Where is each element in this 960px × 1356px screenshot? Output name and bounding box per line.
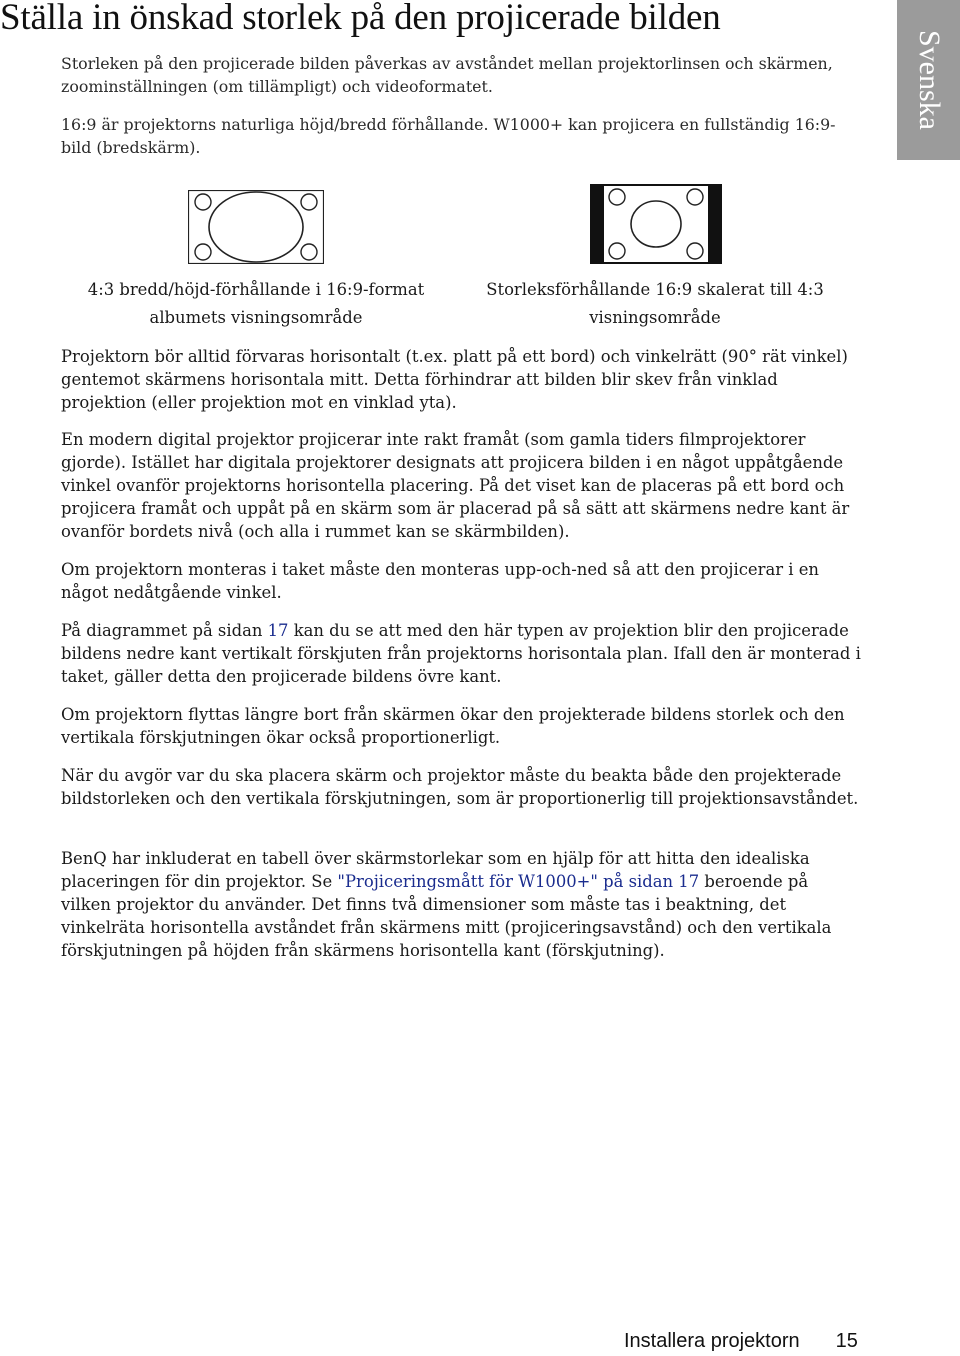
language-side-tab — [897, 0, 960, 160]
paragraph-placement-considerations: När du avgör var du ska placera skärm och projektor måste du beakta både den projekterade bildstorleken och den vertikala förskjutningen, som är proportionerlig till projektionsavståndet. — [61, 766, 859, 808]
figure-left-caption-line2: albumets visningsområde — [149, 308, 363, 327]
p4-text-after: kan du se att med den här typen av projektion blir den projicerade bildens nedre kant vertikalt förskjuten från projektorns horisontala plan. Ifall den är monterad i taket, gäller detta den projicerade bildens övre kant. — [61, 621, 861, 686]
footer-section-title: Installera projektorn — [624, 1330, 800, 1352]
intro-paragraph-2: 16:9 är projektorns naturliga höjd/bredd förhållande. W1000+ kan projicera en fullständig 16:9-bild (bredskärm). — [61, 115, 836, 157]
figure-right-caption-line1: Storleksförhållande 16:9 skalerat till 4:3 — [486, 280, 824, 299]
figure-left-caption — [60, 276, 452, 332]
figure-4-3-in-16-9 — [188, 190, 324, 264]
projection-dimensions-link[interactable]: "Projiceringsmått för W1000+" på sidan 17 — [337, 872, 700, 891]
paragraph-digital-projector: En modern digital projektor projicerar inte rakt framåt (som gamla tiders filmprojektorer gjorde). Istället har digitala projektorer designats att projicera bilden i en något uppåtgående vinkel ovanför projektorns horisontella placering. På det viset kan de placeras på ett bord och projicera framåt och uppåt på en skärm som är placerad på så sätt att skärmens nedre kant är ovanför bordets nivå (och alla i rummet kan se skärmbilden). — [61, 430, 850, 541]
figure-right-caption — [470, 276, 840, 332]
paragraph-distance-size: Om projektorn flyttas längre bort från skärmen ökar den projekterade bildens storlek och den vertikala förskjutningen ökar också proportionerligt. — [61, 705, 845, 747]
page-17-link[interactable]: 17 — [267, 621, 289, 640]
paragraph-diagram-reference — [61, 619, 861, 688]
p4-text-before: På diagrammet på sidan — [61, 621, 268, 640]
figure-16-9-scaled-to-4-3 — [590, 184, 722, 264]
footer-page-number: 15 — [835, 1330, 858, 1352]
figure-left-caption-line1: 4:3 bredd/höjd-förhållande i 16:9-format — [87, 280, 425, 299]
language-side-tab-label: Svenska — [912, 30, 946, 130]
paragraph-screen-size-table — [61, 847, 861, 962]
p7-text-after: beroende på vilken projektor du använder. Det finns två dimensioner som måste tas i beaktning, det vinkelräta horisontella avståndet från skärmens mitt (projiceringsavstånd) och den vertikala förskjutningen på höjden från skärmens horisontella kant (förskjutning). — [61, 872, 832, 960]
intro-paragraph-1: Storleken på den projicerade bilden påverkas av avståndet mellan projektorlinsen och skärmen, zoominställningen (om tillämpligt) och videoformatet. — [61, 54, 833, 96]
figure-right-caption-line2: visningsområde — [589, 308, 721, 327]
paragraph-ceiling-mount: Om projektorn monteras i taket måste den monteras upp-och-ned så att den projicerar i en något nedåtgående vinkel. — [61, 560, 819, 602]
paragraph-horizontal-placement: Projektorn bör alltid förvaras horisontalt (t.ex. platt på ett bord) och vinkelrätt (90° rät vinkel) gentemot skärmens horisontala mitt. Detta förhindrar att bilden blir skev från vinklad projektion (eller projektion mot en vinklad yta). — [61, 347, 848, 412]
page-title: Ställa in önskad storlek på den projicerade bilden — [0, 0, 721, 38]
page-footer — [624, 1330, 858, 1353]
p7-text-before: BenQ har inkluderat en tabell över skärmstorlekar som en hjälp för att hitta den idealiska placeringen för din projektor. Se — [61, 849, 810, 891]
